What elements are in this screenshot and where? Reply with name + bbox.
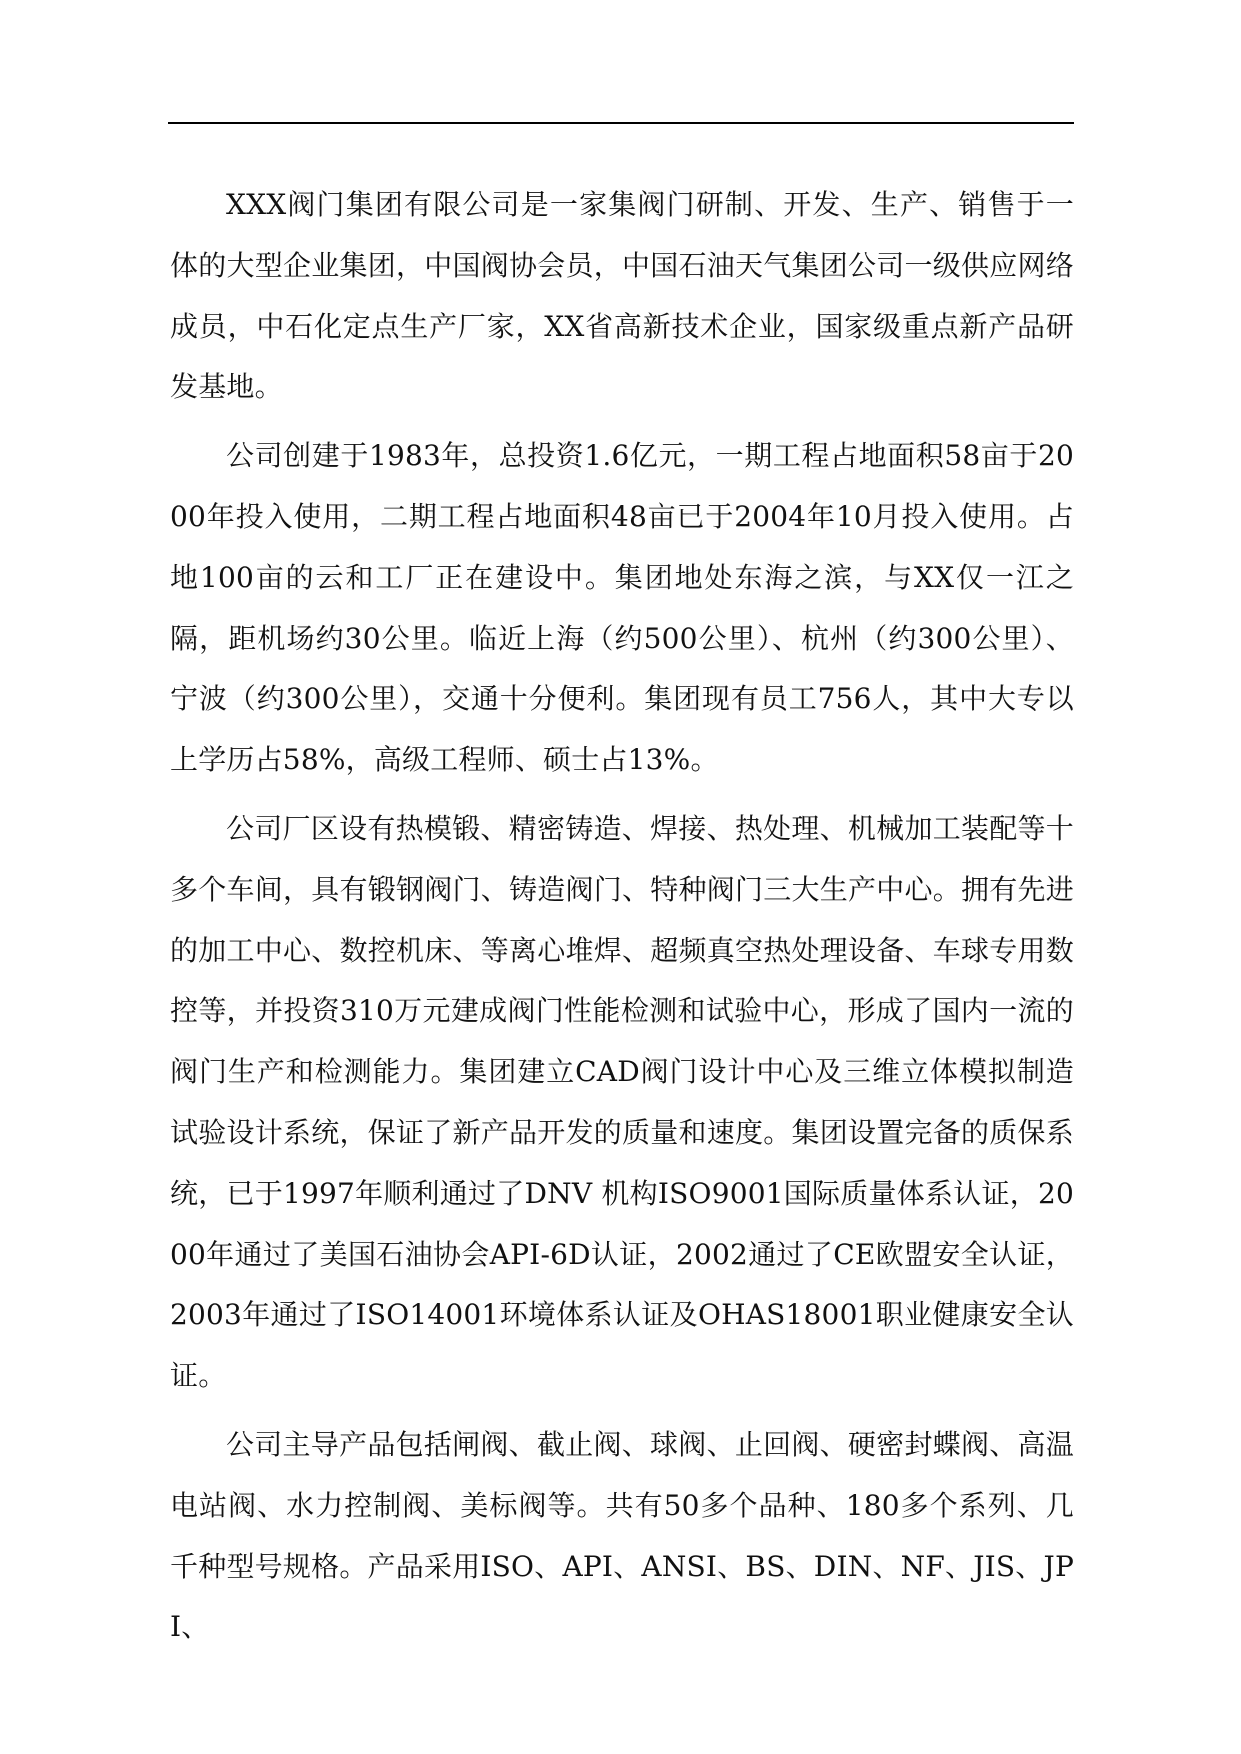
paragraph-company-intro: XXX阀门集团有限公司是一家集阀门研制、开发、生产、销售于一体的大型企业集团，中国阀协会员，中国石油天气集团公司一级供应网络成员，中石化定点生产厂家，XX省高新技术企业，国家级重点新产品研发基地。 <box>170 188 1074 404</box>
document-body <box>170 175 1074 1666</box>
paragraph-facilities-certifications: 公司厂区设有热模锻、精密铸造、焊接、热处理、机械加工装配等十多个车间，具有锻钢阀门、铸造阀门、特种阀门三大生产中心。拥有先进的加工中心、数控机床、等离心堆焊、超频真空热处理设备、车球专用数控等，并投资310万元建成阀门性能检测和试验中心，形成了国内一流的阀门生产和检测能力。集团建立CAD阀门设计中心及三维立体模拟制造试验设计系统，保证了新产品开发的质量和速度。集团设置完备的质保系统，已于1997年顺利通过了DNV 机构ISO9001国际质量体系认证，2000年通过了美国石油协会API-6D认证，2002通过了CE欧盟安全认证，2003年通过了ISO14001环境体系认证及OHAS18001职业健康安全认证。 <box>170 811 1074 1393</box>
paragraph-products: 公司主导产品包括闸阀、截止阀、球阀、止回阀、硬密封蝶阀、高温电站阀、水力控制阀、美标阀等。共有50多个品种、180多个系列、几千种型号规格。产品采用ISO、API、ANSI、BS、DIN、NF、JIS、JPI、 <box>170 1427 1074 1644</box>
paragraph-history-location: 公司创建于1983年，总投资1.6亿元，一期工程占地面积58亩于2000年投入使用，二期工程占地面积48亩已于2004年10月投入使用。占地100亩的云和工厂正在建设中。集团地处东海之滨，与XX仅一江之隔，距机场约30公里。临近上海（约500公里）、杭州（约300公里）、宁波（约300公里），交通十分便利。集团现有员工756人，其中大专以上学历占58%，高级工程师、硕士占13%。 <box>170 439 1074 777</box>
header-rule <box>168 122 1074 124</box>
